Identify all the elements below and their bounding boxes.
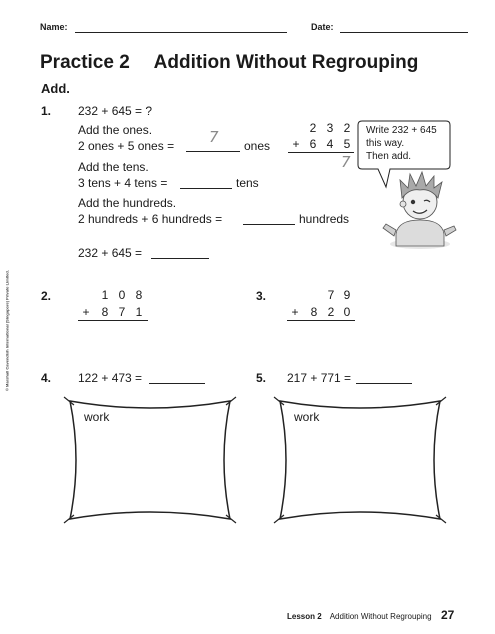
q3-plus-sign: + <box>291 305 299 319</box>
q1-top-digit: 2 <box>309 121 317 135</box>
page-title <box>40 52 418 74</box>
q2-bottom-digit: 1 <box>135 305 143 319</box>
q3-bottom-digit: 8 <box>310 305 318 319</box>
q1-plus-sign: + <box>292 137 300 151</box>
name-field[interactable] <box>75 32 287 33</box>
q2-bottom-digit: 8 <box>101 305 109 319</box>
boy-character-icon <box>380 168 460 250</box>
q1-final-equation: 232 + 645 = <box>78 246 143 260</box>
q5-answer-blank[interactable] <box>356 383 412 384</box>
q4-work-label: work <box>84 410 110 424</box>
copyright-sidebar <box>2 258 10 408</box>
q2-top-digit: 0 <box>118 288 126 302</box>
q1-step1-unit: ones <box>244 139 271 153</box>
q4-answer-blank[interactable] <box>149 383 205 384</box>
q4-equation: 122 + 473 = <box>78 371 143 385</box>
q1-step1-blank[interactable] <box>186 151 240 152</box>
q1-ones-answer: 7 <box>341 153 351 171</box>
q2-sum-line <box>78 320 148 321</box>
q3-top-digit: 7 <box>327 288 335 302</box>
q1-bottom-digit: 4 <box>326 137 334 151</box>
q3-bottom-digit: 0 <box>343 305 351 319</box>
q1-step1-answer: 7 <box>209 128 219 146</box>
q2-top-digit: 1 <box>101 288 109 302</box>
q5-work-label: work <box>294 410 320 424</box>
q3-number: 3. <box>256 289 267 303</box>
q2-number: 2. <box>41 289 52 303</box>
q3-bottom-digit: 2 <box>327 305 335 319</box>
q1-step2-unit: tens <box>236 176 259 190</box>
practice-label: Practice 2 <box>40 52 130 73</box>
date-label: Date: <box>311 22 334 32</box>
q1-number: 1. <box>41 104 52 118</box>
footer <box>287 612 432 621</box>
speech-line: Then add. <box>366 151 412 162</box>
speech-text <box>366 124 437 163</box>
name-label: Name: <box>40 22 68 32</box>
copyright-text: © Marshall Cavendish International (Singapore) Private Limited. <box>4 270 10 391</box>
topic-title: Addition Without Regrouping <box>153 52 419 73</box>
q1-step1-heading: Add the ones. <box>78 123 153 137</box>
q1-step2-text: 3 tens + 4 tens = <box>78 176 168 190</box>
q1-step2-heading: Add the tens. <box>78 160 149 174</box>
q5-number: 5. <box>256 371 267 385</box>
q1-top-digit: 2 <box>343 121 351 135</box>
q1-bottom-digit: 6 <box>309 137 317 151</box>
speech-line: this way. <box>366 138 405 149</box>
q2-plus-sign: + <box>82 305 90 319</box>
q1-step3-unit: hundreds <box>299 212 350 226</box>
q1-top-digit: 3 <box>326 121 334 135</box>
q1-equation: 232 + 645 = ? <box>78 104 153 118</box>
q1-bottom-digit: 5 <box>343 137 351 151</box>
q5-equation: 217 + 771 = <box>287 371 352 385</box>
q3-sum-line <box>287 320 355 321</box>
speech-line: Write 232 + 645 <box>366 125 437 136</box>
instruction: Add. <box>41 81 70 96</box>
q3-top-digit: 9 <box>343 288 351 302</box>
q2-bottom-digit: 7 <box>118 305 126 319</box>
footer-topic: Addition Without Regrouping <box>329 612 432 621</box>
page-number: 27 <box>441 608 455 622</box>
footer-lesson: Lesson 2 <box>287 612 322 621</box>
q1-step3-blank[interactable] <box>243 224 295 225</box>
q1-step3-text: 2 hundreds + 6 hundreds = <box>78 212 223 226</box>
q1-final-blank[interactable] <box>151 258 209 259</box>
q1-step2-blank[interactable] <box>180 188 232 189</box>
q1-step3-heading: Add the hundreds. <box>78 196 177 210</box>
date-field[interactable] <box>340 32 468 33</box>
q2-top-digit: 8 <box>135 288 143 302</box>
q1-step1-text: 2 ones + 5 ones = <box>78 139 175 153</box>
q4-number: 4. <box>41 371 52 385</box>
